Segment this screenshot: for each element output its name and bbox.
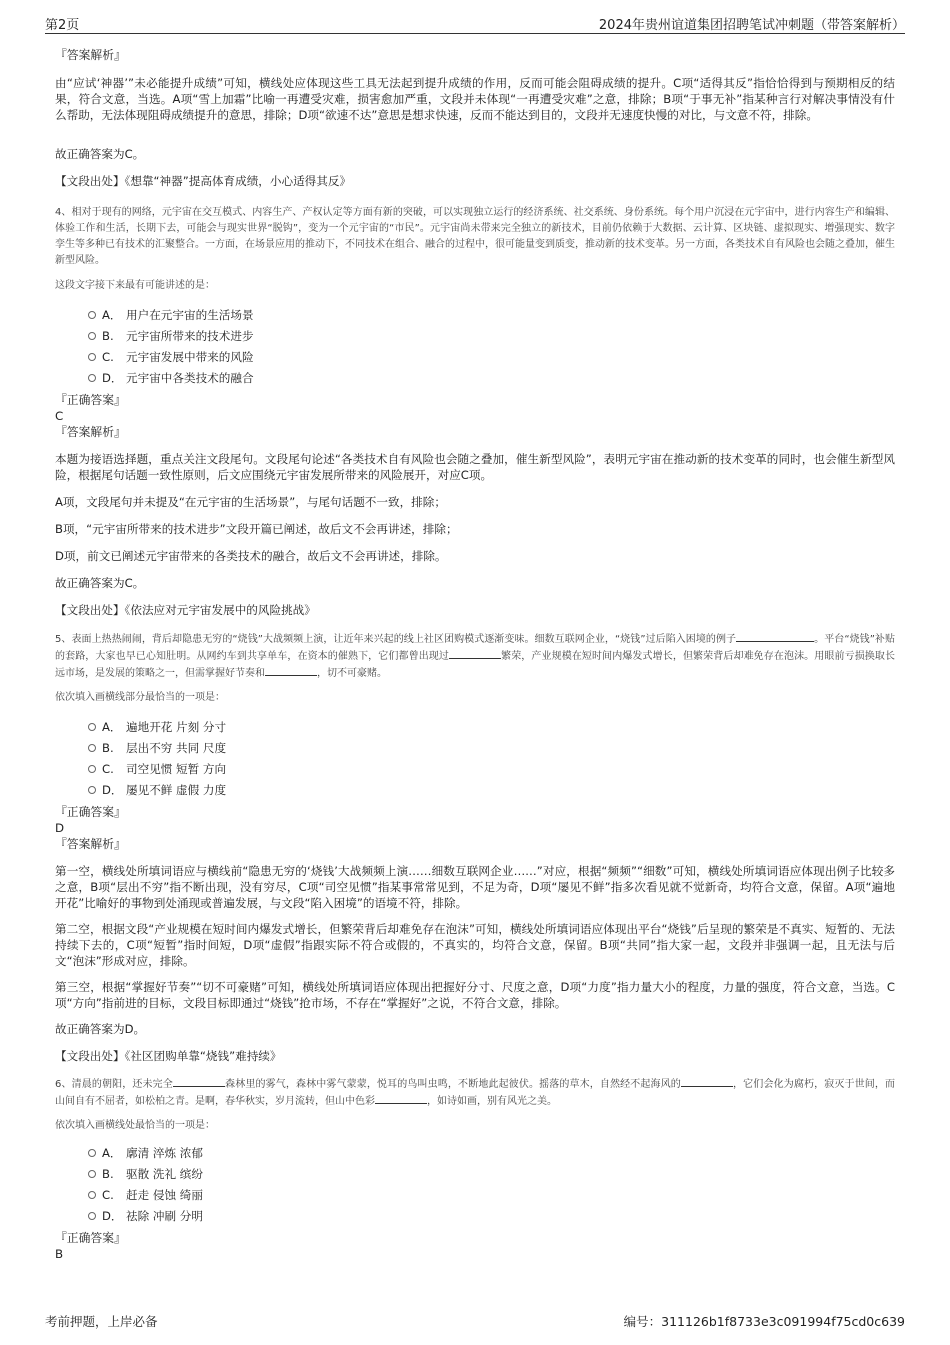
- q6-question: 依次填入画横线处最恰当的一项是：: [55, 1120, 215, 1131]
- radio-icon[interactable]: [88, 1170, 96, 1178]
- q4-analysis-p5: 故正确答案为C。: [55, 576, 145, 590]
- q3-source: 【文段出处】《想靠“神器”提高体育成绩，小心适得其反》: [55, 174, 352, 188]
- q5-answer-label: 『正确答案』: [55, 805, 126, 819]
- page-number: 第2页: [45, 18, 80, 33]
- radio-icon[interactable]: [88, 332, 96, 340]
- radio-icon[interactable]: [88, 1191, 96, 1199]
- q6-answer-label: 『正确答案』: [55, 1231, 126, 1245]
- q6-answer: B: [55, 1247, 64, 1261]
- blank-line: [449, 648, 501, 659]
- q3-analysis-text: 由“应试‘神器’”未必能提升成绩”可知，横线处应体现这些工具无法起到提升成绩的作用，反而可能会阻碍成绩的提升。C项“适得其反”指恰恰得到与预期相反的结果，符合文意，当选。A项“雪上加霜”比喻一再遭受灾难，损害愈加严重，文段并未体现“一再遭受灾难”之意，排除；B项“于事无补”指某种言行对解决事情没有什么帮助，无法体现阻碍成绩提升的意思，排除；D项“欲速不达”意思是想求快速，反而不能达到目的，文段并无速度快慢的对比，与文意不符，排除。: [55, 76, 895, 122]
- q4-stem: 4、相对于现有的网络，元宇宙在交互模式、内容生产、产权认定等方面有新的突破，可以实现独立运行的经济系统、社交系统、身份系统。每个用户沉浸在元宇宙中，进行内容生产和编辑、体验工作和生活，长期下去，可能会与现实世界“脱钩”，变为一个元宇宙的“市民”。元宇宙尚未带来完全独立的新技术，目前仍依赖于大数据、云计算、区块链、虚拟现实、增强现实、数字孪生等多种已有技术的汇聚整合。一方面，在场景应用的推动下，不同技术在组合、融合的过程中，很可能量变到质变，推动新的技术变革。另一方面，各类技术自有风险也会随之叠加，催生新型风险。: [55, 207, 895, 266]
- radio-icon[interactable]: [88, 723, 96, 731]
- q4-option-d[interactable]: D． 元宇宙中各类技术的融合: [88, 370, 254, 386]
- radio-icon[interactable]: [88, 374, 96, 382]
- q4-source: 【文段出处】《依法应对元宇宙发展中的风险挑战》: [55, 603, 316, 617]
- q5-question: 依次填入画横线部分最恰当的一项是：: [55, 692, 225, 703]
- radio-icon[interactable]: [88, 353, 96, 361]
- q4-answer-label: 『正确答案』: [55, 393, 126, 407]
- q5-option-b[interactable]: B. 层出不穷 共同 尺度: [88, 740, 226, 756]
- q5-source: 【文段出处】《社区团购单靠“烧钱”难持续》: [55, 1049, 282, 1063]
- radio-icon[interactable]: [88, 1212, 96, 1220]
- q6-stem: 6、清晨的朝阳，还未完全 森林里的雾气，森林中雾气蒙蒙，悦耳的鸟叫虫鸣，不断地此起彼伏。摇落的草木，自然经不起海风的 ，它们会化为腐朽，寂灭于世间，而山间自有不屈者，如松柏之青。是啊，春华秋实，岁月流转，但山中色彩 ，如诗如画，别有风光之美。: [55, 1076, 895, 1110]
- page-header: [45, 12, 905, 34]
- q5-answer: D: [55, 821, 65, 835]
- q4-analysis-label: 『答案解析』: [55, 425, 126, 439]
- q6-option-b[interactable]: B. 驱散 洗礼 缤纷: [88, 1166, 203, 1182]
- q5-analysis-p1: 第一空，横线处所填词语应与横线前“隐患无穷的‘烧钱’大战频频上演……细数互联网企业……”对应，根据“频频”“细数”可知，横线处所填词语应体现出例子比较多之意，B项“层出不穷”指不断出现，没有穷尽，C项“司空见惯”指某事常常见到，不足为奇，D项“屡见不鲜”指多次看见就不觉新奇，均符合文意，保留。A项“遍地开花”比喻好的事物到处涌现或普遍发展，与文段“陷入困境”的语境不符，排除。: [55, 864, 895, 910]
- radio-icon[interactable]: [88, 786, 96, 794]
- q4-analysis-p2: A项，文段尾句并未提及“在元宇宙的生活场景”，与尾句话题不一致，排除；: [55, 495, 446, 509]
- q4-option-c[interactable]: C. 元宇宙发展中带来的风险: [88, 349, 254, 365]
- q5-option-d[interactable]: D． 屡见不鲜 虚假 力度: [88, 782, 226, 798]
- blank-line: [736, 631, 814, 642]
- q5-analysis-p3: 第三空，根据“掌握好节奏”“切不可豪赌”可知，横线处所填词语应体现出把握好分寸、尺度之意，D项“力度”指力量大小的程度，力量的强度，符合文意，当选。C项“方向”指前进的目标，文段目标即通过“烧钱”抢市场，不存在“掌握好”之说，不符合文意，排除。: [55, 980, 895, 1010]
- radio-icon[interactable]: [88, 1149, 96, 1157]
- q6-option-a[interactable]: A． 廓清 淬炼 浓郁: [88, 1145, 203, 1161]
- q6-option-c[interactable]: C. 赶走 侵蚀 绮丽: [88, 1187, 203, 1203]
- q4-option-a[interactable]: A． 用户在元宇宙的生活场景: [88, 307, 254, 323]
- q4-analysis-p3: B项，“元宇宙所带来的技术进步”文段开篇已阐述，故后文不会再讲述，排除；: [55, 522, 458, 536]
- blank-line: [265, 665, 317, 676]
- blank-line: [681, 1076, 733, 1087]
- footer-code: 编号：311126b1f8733e3c091994f75cd0c639: [623, 1314, 905, 1329]
- q4-analysis-p1: 本题为接语选择题，重点关注文段尾句。文段尾句论述“各类技术自有风险也会随之叠加，催生新型风险”，表明元宇宙在推动新的技术变革的同时，也会催生新型风险，根据尾句话题一致性原则，后文应围绕元宇宙发展所带来的风险展开，对应C项。: [55, 452, 895, 482]
- blank-line: [375, 1093, 427, 1104]
- q4-analysis-p4: D项，前文已阐述元宇宙带来的各类技术的融合，故后文不会再讲述，排除。: [55, 549, 447, 563]
- q6-option-d[interactable]: D． 祛除 冲刷 分明: [88, 1208, 203, 1224]
- q4-question: 这段文字接下来最有可能讲述的是：: [55, 280, 215, 291]
- document-title: 2024年贵州谊道集团招聘笔试冲刺题（带答案解析）: [598, 18, 905, 33]
- q5-analysis-p4: 故正确答案为D。: [55, 1022, 146, 1036]
- radio-icon[interactable]: [88, 311, 96, 319]
- radio-icon[interactable]: [88, 744, 96, 752]
- q5-option-c[interactable]: C. 司空见惯 短暂 方向: [88, 761, 226, 777]
- radio-icon[interactable]: [88, 765, 96, 773]
- q5-option-a[interactable]: A． 遍地开花 片刻 分寸: [88, 719, 226, 735]
- q5-analysis-label: 『答案解析』: [55, 837, 126, 851]
- footer-slogan: 考前押题，上岸必备: [45, 1314, 158, 1329]
- q5-analysis-p2: 第二空，根据文段“产业规模在短时间内爆发式增长，但繁荣背后却难免存在泡沫”可知，横线处所填词语应体现出平台“烧钱”后呈现的繁荣是不真实、短暂的、无法持续下去的，C项“短暂”指时间短，D项“虚假”指跟实际不符合或假的，不真实的，均符合文意，保留。B项“共同”指大家一起，文段并非强调一起，且无法与后文“泡沫”形成对应，排除。: [55, 922, 895, 968]
- q4-answer: C: [55, 409, 64, 423]
- q3-analysis-label: 『答案解析』: [55, 48, 126, 62]
- q5-stem: 5、表面上热热闹闹，背后却隐患无穷的“烧钱”大战频频上演，让近年来兴起的线上社区团购模式逐渐变味。细数互联网企业，“烧钱”过后陷入困境的例子 。平台“烧钱”补贴的套路，大家也早已心知肚明。从网约车到共享单车，在资本的催熟下，它们都曾出现过 繁荣，产业规模在短时间内爆发式增长，但繁荣背后却难免存在泡沫。用眼前亏损换取长远市场，是发展的策略之一，但需掌握好节奏和 ，切不可豪赌。: [55, 631, 895, 682]
- q4-option-b[interactable]: B. 元宇宙所带来的技术进步: [88, 328, 254, 344]
- q3-conclusion: 故正确答案为C。: [55, 147, 145, 161]
- blank-line: [173, 1076, 225, 1087]
